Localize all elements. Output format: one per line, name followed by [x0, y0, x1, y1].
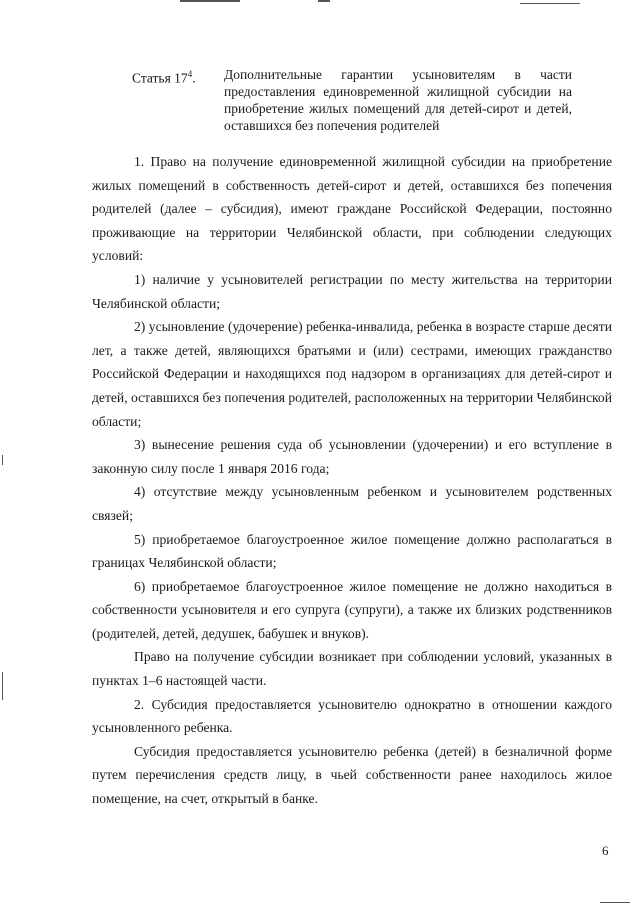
- condition-6: 6) приобретаемое благоустроенное жилое помещение не должно находиться в собственности усыновителя и его супруга (супруги), а также их близких родственников (родителей, детей, дедушек, бабушек и внуков).: [92, 578, 612, 641]
- article-title: Дополнительные гарантии усыновителям в части предоставления единовременной жилищной субсидии на приобретение жилых помещений для детей-сирот и детей, оставшихся без попечения родителей: [224, 67, 572, 133]
- article-number-superscript: 4: [187, 69, 193, 79]
- article-number: Статья $17^4$.: [132, 69, 196, 86]
- condition-2: 2) усыновление (удочерение) ребенка-инвалида, ребенка в возрасте старше десяти лет, а также детей, являющихся братьями и (или) сестрами, имеющих гражданство Российской Федерации и находящихся под надзором в организациях для детей-сирот и детей, оставшихся без попечения родителей, расположенных на территории Челябинской области;: [92, 319, 612, 429]
- condition-5: 5) приобретаемое благоустроенное жилое помещение должно располагаться в границах Челябинской области;: [92, 531, 612, 571]
- entitlement-paragraph: Право на получение субсидии возникает при соблюдении условий, указанных в пунктах 1–6 настоящей части.: [92, 649, 612, 689]
- payment-paragraph: Субсидия предоставляется усыновителю ребенка (детей) в безналичной форме путем перечисления средств лицу, в чьей собственности ранее находилось жилое помещение, на счет, открытый в банке.: [92, 743, 612, 807]
- page-number: 6: [602, 843, 609, 858]
- paragraph-2: 2. Субсидия предоставляется усыновителю однократно в отношении каждого усыновленного ребенка.: [92, 696, 612, 736]
- scan-artifact-top: [180, 0, 240, 2]
- scan-artifact-top: [318, 0, 330, 2]
- scan-artifact-left: [2, 455, 3, 465]
- condition-1: 1) наличие у усыновителей регистрации по месту жительства на территории Челябинской области;: [92, 271, 612, 311]
- scan-artifact-bottom: [600, 902, 630, 903]
- article-body: [92, 150, 612, 811]
- article-heading: [132, 66, 572, 134]
- scan-artifact-top: [520, 3, 580, 4]
- condition-3: 3) вынесение решения суда об усыновлении (удочерении) и его вступление в законную силу после 1 января 2016 года;: [92, 437, 612, 476]
- condition-4: 4) отсутствие между усыновленным ребенком и усыновителем родственных связей;: [92, 484, 612, 523]
- scan-artifact-left: [2, 672, 3, 700]
- paragraph-1: 1. Право на получение единовременной жилищной субсидии на приобретение жилых помещений в собственность детей-сирот и детей, оставшихся без попечения родителей (далее – субсидия), имеют граждане Российской Федерации, постоянно проживающие на территории Челябинской области, при соблюдении следующих условий:: [92, 154, 612, 264]
